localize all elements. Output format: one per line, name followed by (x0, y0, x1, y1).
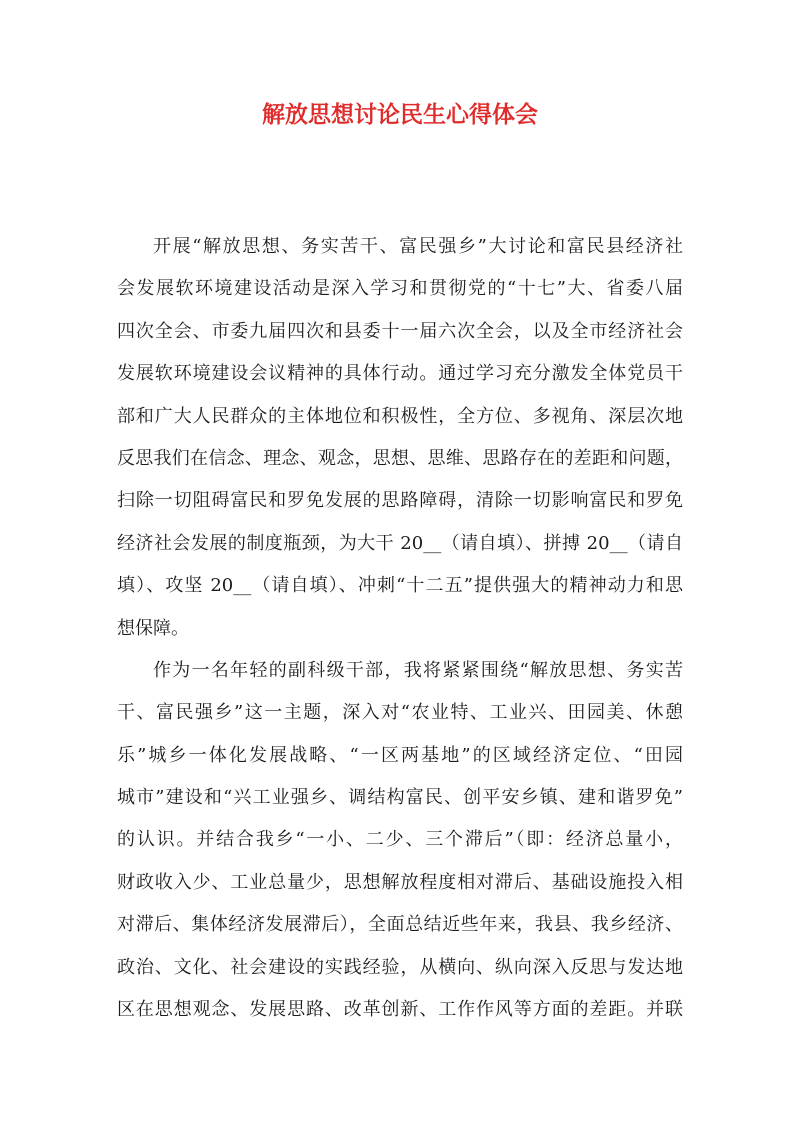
text-line: 乐”城乡一体化发展战略、“一区两基地”的区域经济定位、“田园 (117, 744, 683, 766)
text-line: 城市”建设和“兴工业强乡、调结构富民、创平安乡镇、建和谐罗免” (117, 787, 683, 809)
text-line: 会发展软环境建设活动是深入学习和贯彻党的“十七”大、省委八届 (117, 278, 683, 300)
text-line: 反思我们在信念、理念、观念，思想、思维、思路存在的差距和问题， (117, 447, 683, 469)
text-line: 部和广大人民群众的主体地位和积极性，全方位、多视角、深层次地 (117, 405, 683, 427)
text-line: 填）、攻坚 20__（请自填）、冲刺“十二五”提供强大的精神动力和思 (117, 575, 683, 597)
text-line: 对滞后、集体经济发展滞后），全面总结近些年来，我县、我乡经济、 (117, 914, 683, 936)
text-line: 发展软环境建设会议精神的具体行动。通过学习充分激发全体党员干 (117, 363, 683, 385)
text-line: 经济社会发展的制度瓶颈，为大干 20__（请自填）、拼搏 20__（请自 (117, 532, 683, 554)
text-line: 政治、文化、社会建设的实践经验，从横向、纵向深入反思与发达地 (117, 956, 683, 978)
paragraph-1 (117, 226, 683, 650)
text-line: 扫除一切阻碍富民和罗免发展的思路障碍，清除一切影响富民和罗免 (117, 490, 683, 512)
text-line: 财政收入少、工业总量少，思想解放程度相对滞后、基础设施投入相 (117, 871, 683, 893)
document-title: 解放思想讨论民生心得体会 (262, 101, 538, 128)
text-line: 想保障。 (117, 617, 189, 639)
text-line: 干、富民强乡”这一主题，深入对“农业特、工业兴、田园美、休憩 (117, 702, 683, 724)
document-body (117, 226, 683, 1031)
text-line: 开展“解放思想、务实苦干、富民强乡”大讨论和富民县经济社 (153, 236, 683, 257)
text-line: 区在思想观念、发展思路、改革创新、工作作风等方面的差距。并联 (117, 999, 683, 1021)
paragraph-2 (117, 650, 683, 1032)
text-line: 的认识。并结合我乡“一小、二少、三个滞后”（即：经济总量小， (117, 829, 683, 851)
text-line: 四次全会、市委九届四次和县委十一届六次全会，以及全市经济社会 (117, 320, 683, 342)
text-line: 作为一名年轻的副科级干部，我将紧紧围绕“解放思想、务实苦 (153, 659, 683, 681)
